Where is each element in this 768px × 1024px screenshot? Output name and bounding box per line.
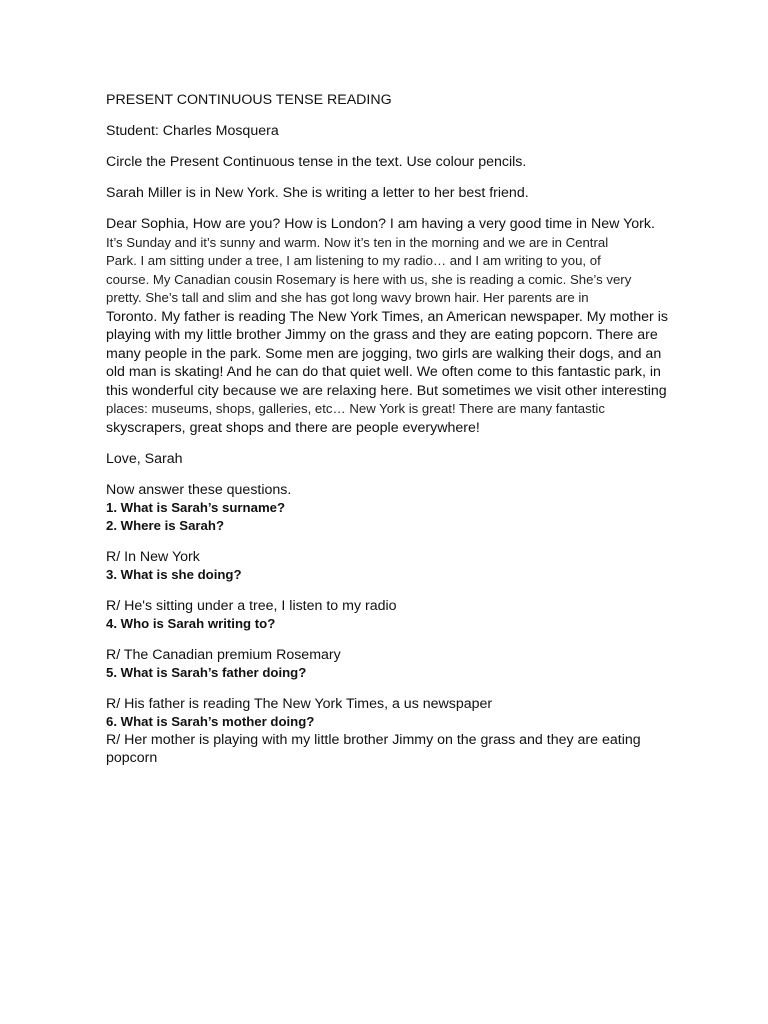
letter-body xyxy=(106,215,666,437)
letter-line: skyscrapers, great shops and there are people everywhere! xyxy=(106,419,480,436)
letter-line: Dear Sophia, How are you? How is London? I am having a very good time in New York. xyxy=(106,216,655,232)
question-2: 2. Where is Sarah? xyxy=(106,518,224,533)
letter-line: this wonderful city because we are relaxing here. But sometimes we visit other interesting xyxy=(106,382,667,399)
letter-line: places: museums, shops, galleries, etc… New York is great! There are many fantastic xyxy=(106,401,605,416)
letter-line: Toronto. My father is reading The New York Times, an American newspaper. My mother is xyxy=(106,308,668,325)
answer-2: R/ In New York xyxy=(106,549,200,565)
letter-line: pretty. She’s tall and slim and she has got long wavy brown hair. Her parents are in xyxy=(106,290,589,305)
letter-line: course. My Canadian cousin Rosemary is here with us, she is reading a comic. She’s very xyxy=(106,271,632,287)
answer-5: R/ His father is reading The New York Times, a us newspaper xyxy=(106,696,493,712)
question-1: 1. What is Sarah’s surname? xyxy=(106,500,286,515)
document-page xyxy=(106,91,666,767)
letter-line: many people in the park. Some men are jogging, two girls are walking their dogs, and an xyxy=(106,345,662,362)
question-4: 4. Who is Sarah writing to? xyxy=(106,616,276,631)
document-title: PRESENT CONTINUOUS TENSE READING xyxy=(106,92,392,108)
letter-line: playing with my little brother Jimmy on the grass and they are eating popcorn. There are xyxy=(106,327,658,343)
instruction-text: Circle the Present Continuous tense in the text. Use colour pencils. xyxy=(106,154,527,170)
answer-6: R/ Her mother is playing with my little brother Jimmy on the grass and they are eating popcorn xyxy=(106,732,641,766)
student-name: Student: Charles Mosquera xyxy=(106,123,279,139)
question-6: 6. What is Sarah’s mother doing? xyxy=(106,714,315,729)
letter-line: It’s Sunday and it’s sunny and warm. Now it’s ten in the morning and we are in Central xyxy=(106,234,609,250)
letter-line: old man is skating! And he can do that quiet well. We often come to this fantastic park, in xyxy=(106,364,661,380)
letter-signoff: Love, Sarah xyxy=(106,451,183,467)
question-3: 3. What is she doing? xyxy=(106,567,242,582)
questions-intro: Now answer these questions. xyxy=(106,482,292,498)
answer-4: R/ The Canadian premium Rosemary xyxy=(106,647,341,663)
question-5: 5. What is Sarah’s father doing? xyxy=(106,665,307,680)
answer-3: R/ He's sitting under a tree, I listen to my radio xyxy=(106,598,397,614)
intro-text: Sarah Miller is in New York. She is writing a letter to her best friend. xyxy=(106,185,529,201)
letter-line: Park. I am sitting under a tree, I am listening to my radio… and I am writing to you, of xyxy=(106,253,601,268)
